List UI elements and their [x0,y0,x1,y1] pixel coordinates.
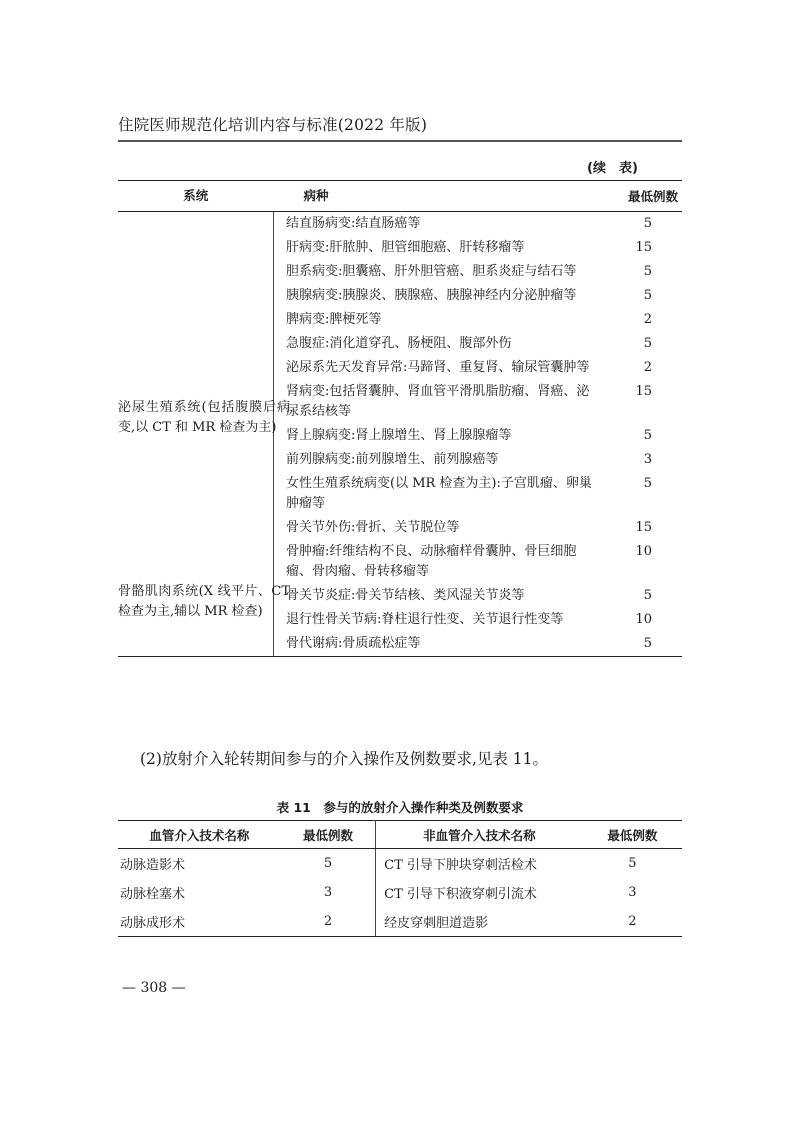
col-header-system: 系统 [118,181,274,212]
system-cell [118,284,274,308]
vascular-count-cell: 2 [281,907,376,937]
count-cell: 15 [635,384,652,399]
nonvascular-count-cell: 3 [628,885,637,900]
table-caption: 表 11 参与的放射介入操作种类及例数要求 [276,800,524,815]
system-cell [118,448,274,472]
col-header-vascular-count: 最低例数 [281,821,376,849]
disease-cell: 退行性骨关节病:脊柱退行性变、关节退行性变等 [286,612,564,627]
nonvascular-procedure-cell: CT 引导下肿块穿刺活检术 [384,858,537,873]
system-cell [118,356,274,380]
count-cell: 3 [643,452,652,467]
system-cell [118,516,274,540]
system-cell [118,472,274,516]
table-row [118,540,682,584]
disease-cell: 结直肠病变:结直肠癌等 [286,216,421,231]
count-cell: 2 [643,312,652,327]
disease-cell: 脾病变:脾梗死等 [286,312,382,327]
disease-cell: 肝病变:肝脓肿、胆管细胞癌、肝转移瘤等 [286,240,525,255]
table-row [118,516,682,540]
system-cell [118,236,274,260]
disease-cell: 女性生殖系统病变(以 MR 检查为主):子宫肌瘤、卵巢肿瘤等 [286,476,592,511]
count-cell: 5 [643,336,652,351]
count-cell: 5 [643,216,652,231]
disease-cell: 泌尿系先天发育异常:马蹄肾、重复肾、输尿管囊肿等 [286,360,590,375]
table-row [118,284,682,308]
table-row [118,260,682,284]
header-rule [118,140,682,142]
table-row [118,212,682,237]
disease-cell: 骨关节外伤:骨折、关节脱位等 [286,520,460,535]
body-paragraph: (2)放射介入轮转期间参与的介入操作及例数要求,见表 11。 [140,750,549,768]
vascular-procedure-cell: 动脉成形术 [118,907,281,937]
disease-cell: 骨关节炎症:骨关节结核、类风湿关节炎等 [286,588,525,603]
col-header-disease: 病种 [274,181,599,212]
count-cell: 15 [635,520,652,535]
count-cell: 15 [635,240,652,255]
disease-cell: 胰腺病变:胰腺炎、胰腺癌、胰腺神经内分泌肿瘤等 [286,288,577,303]
count-cell: 10 [635,612,652,627]
system-cell [118,332,274,356]
system-label-musculoskeletal: 骨骼肌肉系统(X 线平片、CT 检查为主,辅以 MR 检查) [118,584,290,619]
count-cell: 5 [643,588,652,603]
disease-cell: 胆系病变:胆囊癌、肝外胆管癌、胆系炎症与结石等 [286,264,577,279]
table-row [118,849,682,879]
table-row [118,356,682,380]
count-cell: 5 [599,632,682,657]
count-cell: 5 [643,476,652,491]
table-row [118,878,682,907]
system-cell [118,212,274,237]
running-header: 住院医师规范化培训内容与标准(2022 年版) [118,116,428,134]
disease-cell: 骨代谢病:骨质疏松症等 [274,632,599,657]
disease-cell: 骨肿瘤:纤维结构不良、动脉瘤样骨囊肿、骨巨细胞瘤、骨肉瘤、骨转移瘤等 [286,544,577,579]
system-cell [118,540,274,584]
system-cell [118,632,274,657]
table-row [118,907,682,937]
system-cell [118,260,274,284]
nonvascular-count-cell: 2 [583,907,682,937]
nonvascular-procedure-cell: 经皮穿刺胆道造影 [376,907,583,937]
vascular-procedure-cell: 动脉栓塞术 [120,887,186,902]
nonvascular-count-cell: 5 [628,856,637,871]
table-row [118,632,682,657]
table-row [118,448,682,472]
count-cell: 5 [643,264,652,279]
disease-cell: 急腹症:消化道穿孔、肠梗阻、腹部外伤 [286,336,512,351]
nonvascular-procedure-cell: CT 引导下积液穿刺引流术 [384,887,537,902]
table-row [118,472,682,516]
vascular-count-cell: 3 [281,878,376,907]
continued-label: (续 表) [587,161,638,176]
disease-cell: 肾上腺病变:肾上腺增生、肾上腺腺瘤等 [286,428,512,443]
count-cell: 2 [643,360,652,375]
system-cell [118,308,274,332]
table-row [118,236,682,260]
count-cell: 5 [643,428,652,443]
disease-cell: 前列腺病变:前列腺增生、前列腺癌等 [286,452,499,467]
count-cell: 10 [635,544,652,559]
col-header-nonvascular: 非血管介入技术名称 [376,821,583,849]
col-header-count: 最低例数 [599,181,682,212]
table-row [118,308,682,332]
col-header-nonvascular-count: 最低例数 [583,821,682,849]
disease-cell: 肾病变:包括肾囊肿、肾血管平滑肌脂肪瘤、肾癌、泌尿系结核等 [286,384,590,419]
vascular-procedure-cell: 动脉造影术 [120,858,186,873]
vascular-count-cell: 5 [281,849,376,879]
system-label-genitourinary: 泌尿生殖系统(包括腹膜后病变,以 CT 和 MR 检查为主) [118,400,290,435]
page-number: — 308 — [122,980,186,996]
count-cell: 5 [643,288,652,303]
col-header-vascular: 血管介入技术名称 [118,821,281,849]
table-row [118,332,682,356]
procedure-table [118,820,682,937]
